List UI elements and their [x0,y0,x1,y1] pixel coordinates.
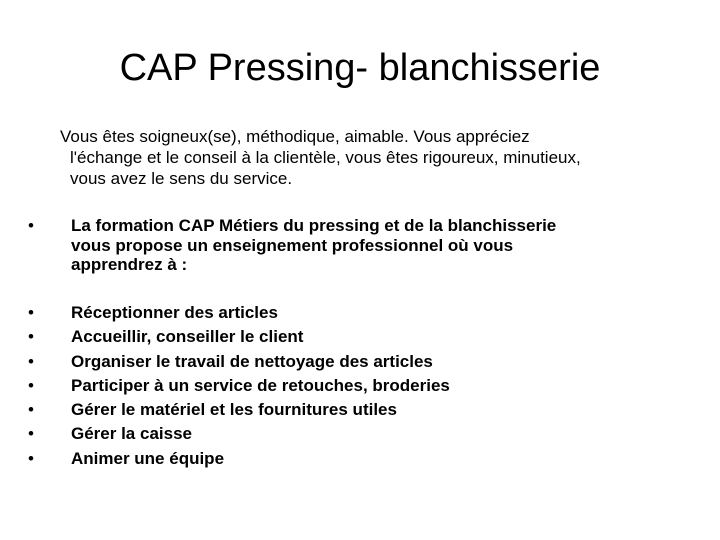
bullet-icon: • [28,303,34,322]
skill-item [28,398,688,422]
skills-bullet-list [28,301,688,471]
formation-bullet [28,216,688,275]
skill-item [28,447,688,471]
skill-text: Organiser le travail de nettoyage des articles [71,351,433,371]
formation-line: apprendrez à : [71,255,188,275]
skill-item [28,301,688,325]
intro-line: Vous êtes soigneux(se), méthodique, aimable. Vous appréciez [60,127,530,146]
bullet-icon: • [28,375,34,395]
slide-title: CAP Pressing- blanchisserie [119,47,601,89]
bullet-icon: • [28,424,34,444]
intro-line: vous avez le sens du service. [70,169,293,188]
skill-text: Réceptionner des articles [71,303,278,322]
bullet-icon: • [28,351,34,371]
skill-item [28,325,688,349]
intro-line: l'échange et le conseil à la clientèle, vous êtes rigoureux, minutieux, [70,148,581,167]
skill-item [28,350,688,374]
skill-text: Gérer le matériel et les fournitures utiles [71,400,397,420]
intro-paragraph [60,126,690,189]
formation-line: vous propose un enseignement professionnel où vous [71,235,514,255]
formation-line: La formation CAP Métiers du pressing et de la blanchisserie [71,216,557,235]
skill-text: Accueillir, conseiller le client [71,327,304,347]
skill-text: Participer à un service de retouches, broderies [71,375,450,395]
formation-bullet-list [28,216,688,275]
skill-text: Gérer la caisse [71,424,192,444]
bullet-icon: • [28,327,34,347]
skill-item [28,422,688,446]
skill-item [28,374,688,398]
bullet-icon: • [28,216,34,235]
bullet-icon: • [28,400,34,420]
skill-text: Animer une équipe [71,448,225,468]
bullet-icon: • [28,448,34,468]
